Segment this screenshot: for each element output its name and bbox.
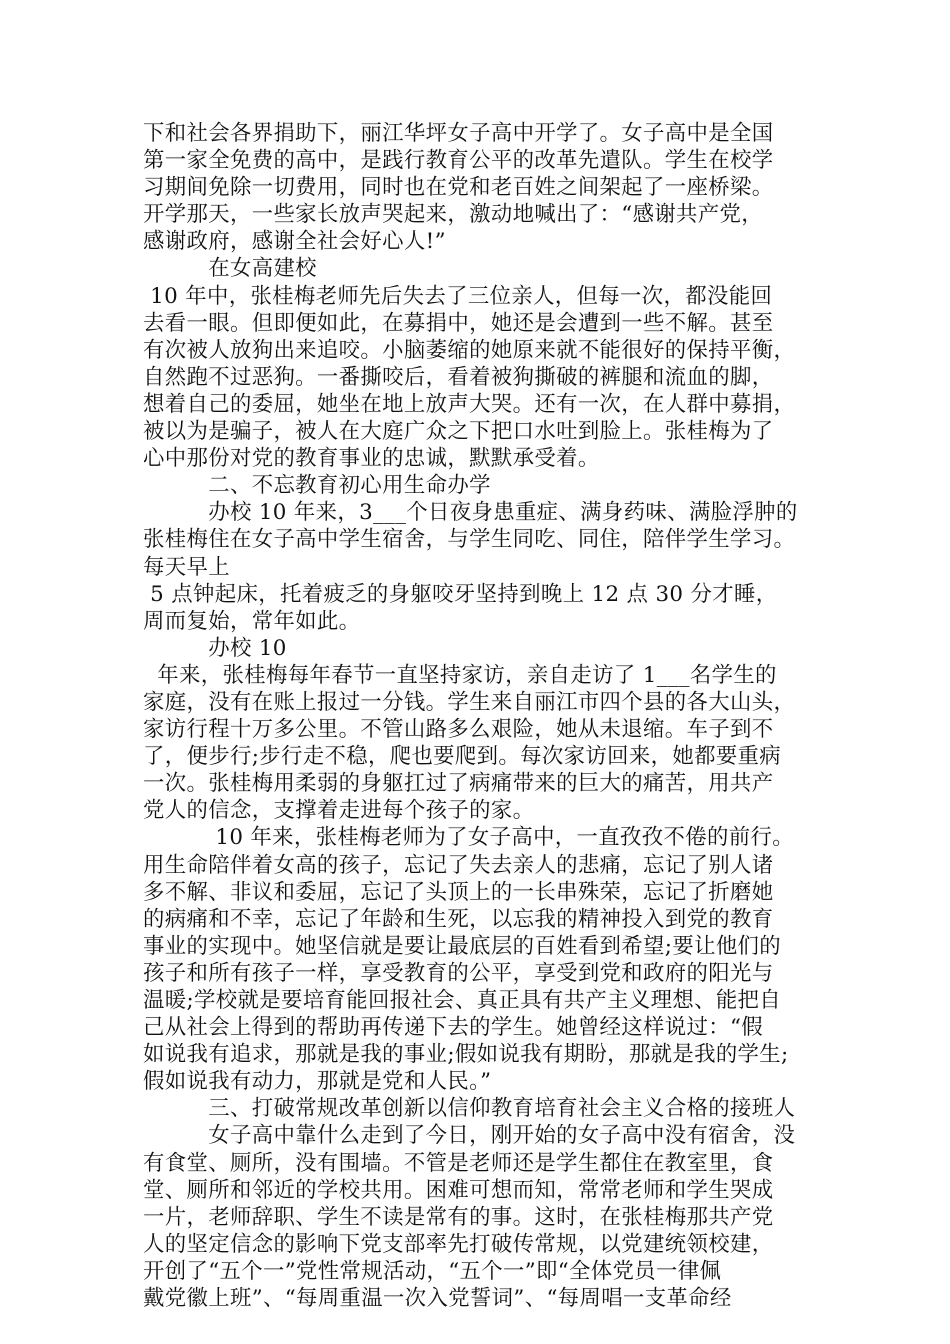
text-line: 一次。张桂梅用柔弱的身躯扛过了病痛带来的巨大的痛苦，用共产 bbox=[143, 771, 774, 797]
text-line: 孩子和所有孩子一样，享受教育的公平，享受到党和政府的阳光与 bbox=[143, 960, 774, 986]
text-line: 每天早上 bbox=[143, 554, 230, 580]
text-line: 第一家全免费的高中，是践行教育公平的改革先遣队。学生在校学 bbox=[143, 148, 774, 174]
text-line: 开创了“五个一”党性常规活动，“五个一”即“全体党员一律佩 bbox=[143, 1258, 722, 1284]
text-line: 己从社会上得到的帮助再传递下去的学生。她曾经这样说过：“假 bbox=[143, 1015, 764, 1041]
text-line: 如说我有追求，那就是我的事业;假如说我有期盼，那就是我的学生; bbox=[143, 1042, 789, 1068]
text-line: 5 点钟起床，托着疲乏的身躯咬牙坚持到晚上 12 点 30 分才睡， bbox=[143, 581, 778, 607]
document-body-text bbox=[143, 120, 833, 1312]
text-line: 办校 10 bbox=[143, 635, 287, 661]
text-line: 10 年来，张桂梅老师为了女子高中，一直孜孜不倦的前行。 bbox=[143, 825, 794, 851]
text-line: 自然跑不过恶狗。一番撕咬后，看着被狗撕破的裤腿和流血的脚， bbox=[143, 364, 774, 390]
text-line: 家庭，没有在账上报过一分钱。学生来自丽江市四个县的各大山头， bbox=[143, 689, 796, 715]
text-line: 感谢政府，感谢全社会好心人!” bbox=[143, 229, 446, 255]
text-line: 了，便步行;步行走不稳，爬也要爬到。每次家访回来，她都要重病 bbox=[143, 744, 782, 770]
text-line: 开学那天，一些家长放声哭起来，激动地喊出了：“感谢共产党， bbox=[143, 202, 764, 228]
text-line: 三、打破常规改革创新以信仰教育培育社会主义合格的接班人 bbox=[143, 1096, 796, 1122]
text-line: 年来，张桂梅每年春节一直坚持家访，亲自走访了 1___名学生的 bbox=[143, 662, 777, 688]
text-line: 二、不忘教育初心用生命办学 bbox=[143, 473, 491, 499]
text-line: 去看一眼。但即便如此，在募捐中，她还是会遭到一些不解。甚至 bbox=[143, 310, 774, 336]
text-line: 家访行程十万多公里。不管山路多么艰险，她从未退缩。车子到不 bbox=[143, 717, 774, 743]
text-line: 堂、厕所和邻近的学校共用。困难可想而知，常常老师和学生哭成 bbox=[143, 1177, 774, 1203]
text-line: 10 年中，张桂梅老师先后失去了三位亲人，但每一次，都没能回 bbox=[143, 283, 773, 309]
text-line: 的病痛和不幸，忘记了年龄和生死，以忘我的精神投入到党的教育 bbox=[143, 906, 774, 932]
text-line: 有次被人放狗出来追咬。小脑萎缩的她原来就不能很好的保持平衡， bbox=[143, 337, 796, 363]
text-line: 办校 10 年来，3___个日夜身患重症、满身药味、满脸浮肿的 bbox=[143, 500, 798, 526]
text-line: 心中那份对党的教育事业的忠诚，默默承受着。 bbox=[143, 446, 600, 472]
text-line: 一片，老师辞职、学生不读是常有的事。这时，在张桂梅那共产党 bbox=[143, 1204, 774, 1230]
text-line: 人的坚定信念的影响下党支部率先打破传常规，以党建统领校建， bbox=[143, 1231, 774, 1257]
text-line: 想着自己的委屈，她坐在地上放声大哭。还有一次，在人群中募捐， bbox=[143, 391, 796, 417]
text-line: 张桂梅住在女子高中学生宿舍，与学生同吃、同住，陪伴学生学习。 bbox=[143, 527, 796, 553]
text-line: 周而复始，常年如此。 bbox=[143, 608, 361, 634]
text-line: 戴党徽上班”、“每周重温一次入党誓词”、“每周唱一支革命经 bbox=[143, 1286, 732, 1312]
text-line: 在女高建校 bbox=[143, 256, 317, 282]
text-line: 下和社会各界捐助下，丽江华坪女子高中开学了。女子高中是全国 bbox=[143, 121, 774, 146]
text-line: 假如说我有动力，那就是党和人民。” bbox=[143, 1069, 492, 1095]
text-line: 被以为是骗子，被人在大庭广众之下把口水吐到脸上。张桂梅为了 bbox=[143, 419, 774, 445]
text-line: 有食堂、厕所，没有围墙。不管是老师还是学生都住在教室里，食 bbox=[143, 1150, 774, 1176]
text-line: 党人的信念，支撑着走进每个孩子的家。 bbox=[143, 798, 535, 824]
text-line: 温暖;学校就是要培育能回报社会、真正具有共产主义理想、能把自 bbox=[143, 988, 782, 1013]
text-line: 女子高中靠什么走到了今日，刚开始的女子高中没有宿舍，没 bbox=[143, 1123, 796, 1149]
text-line: 事业的实现中。她坚信就是要让最底层的百姓看到希望;要让他们的 bbox=[143, 933, 782, 959]
text-line: 用生命陪伴着女高的孩子，忘记了失去亲人的悲痛，忘记了别人诸 bbox=[143, 852, 774, 878]
text-line: 多不解、非议和委屈，忘记了头顶上的一长串殊荣，忘记了折磨她 bbox=[143, 879, 774, 905]
text-line: 习期间免除一切费用，同时也在党和老百姓之间架起了一座桥梁。 bbox=[143, 175, 774, 201]
